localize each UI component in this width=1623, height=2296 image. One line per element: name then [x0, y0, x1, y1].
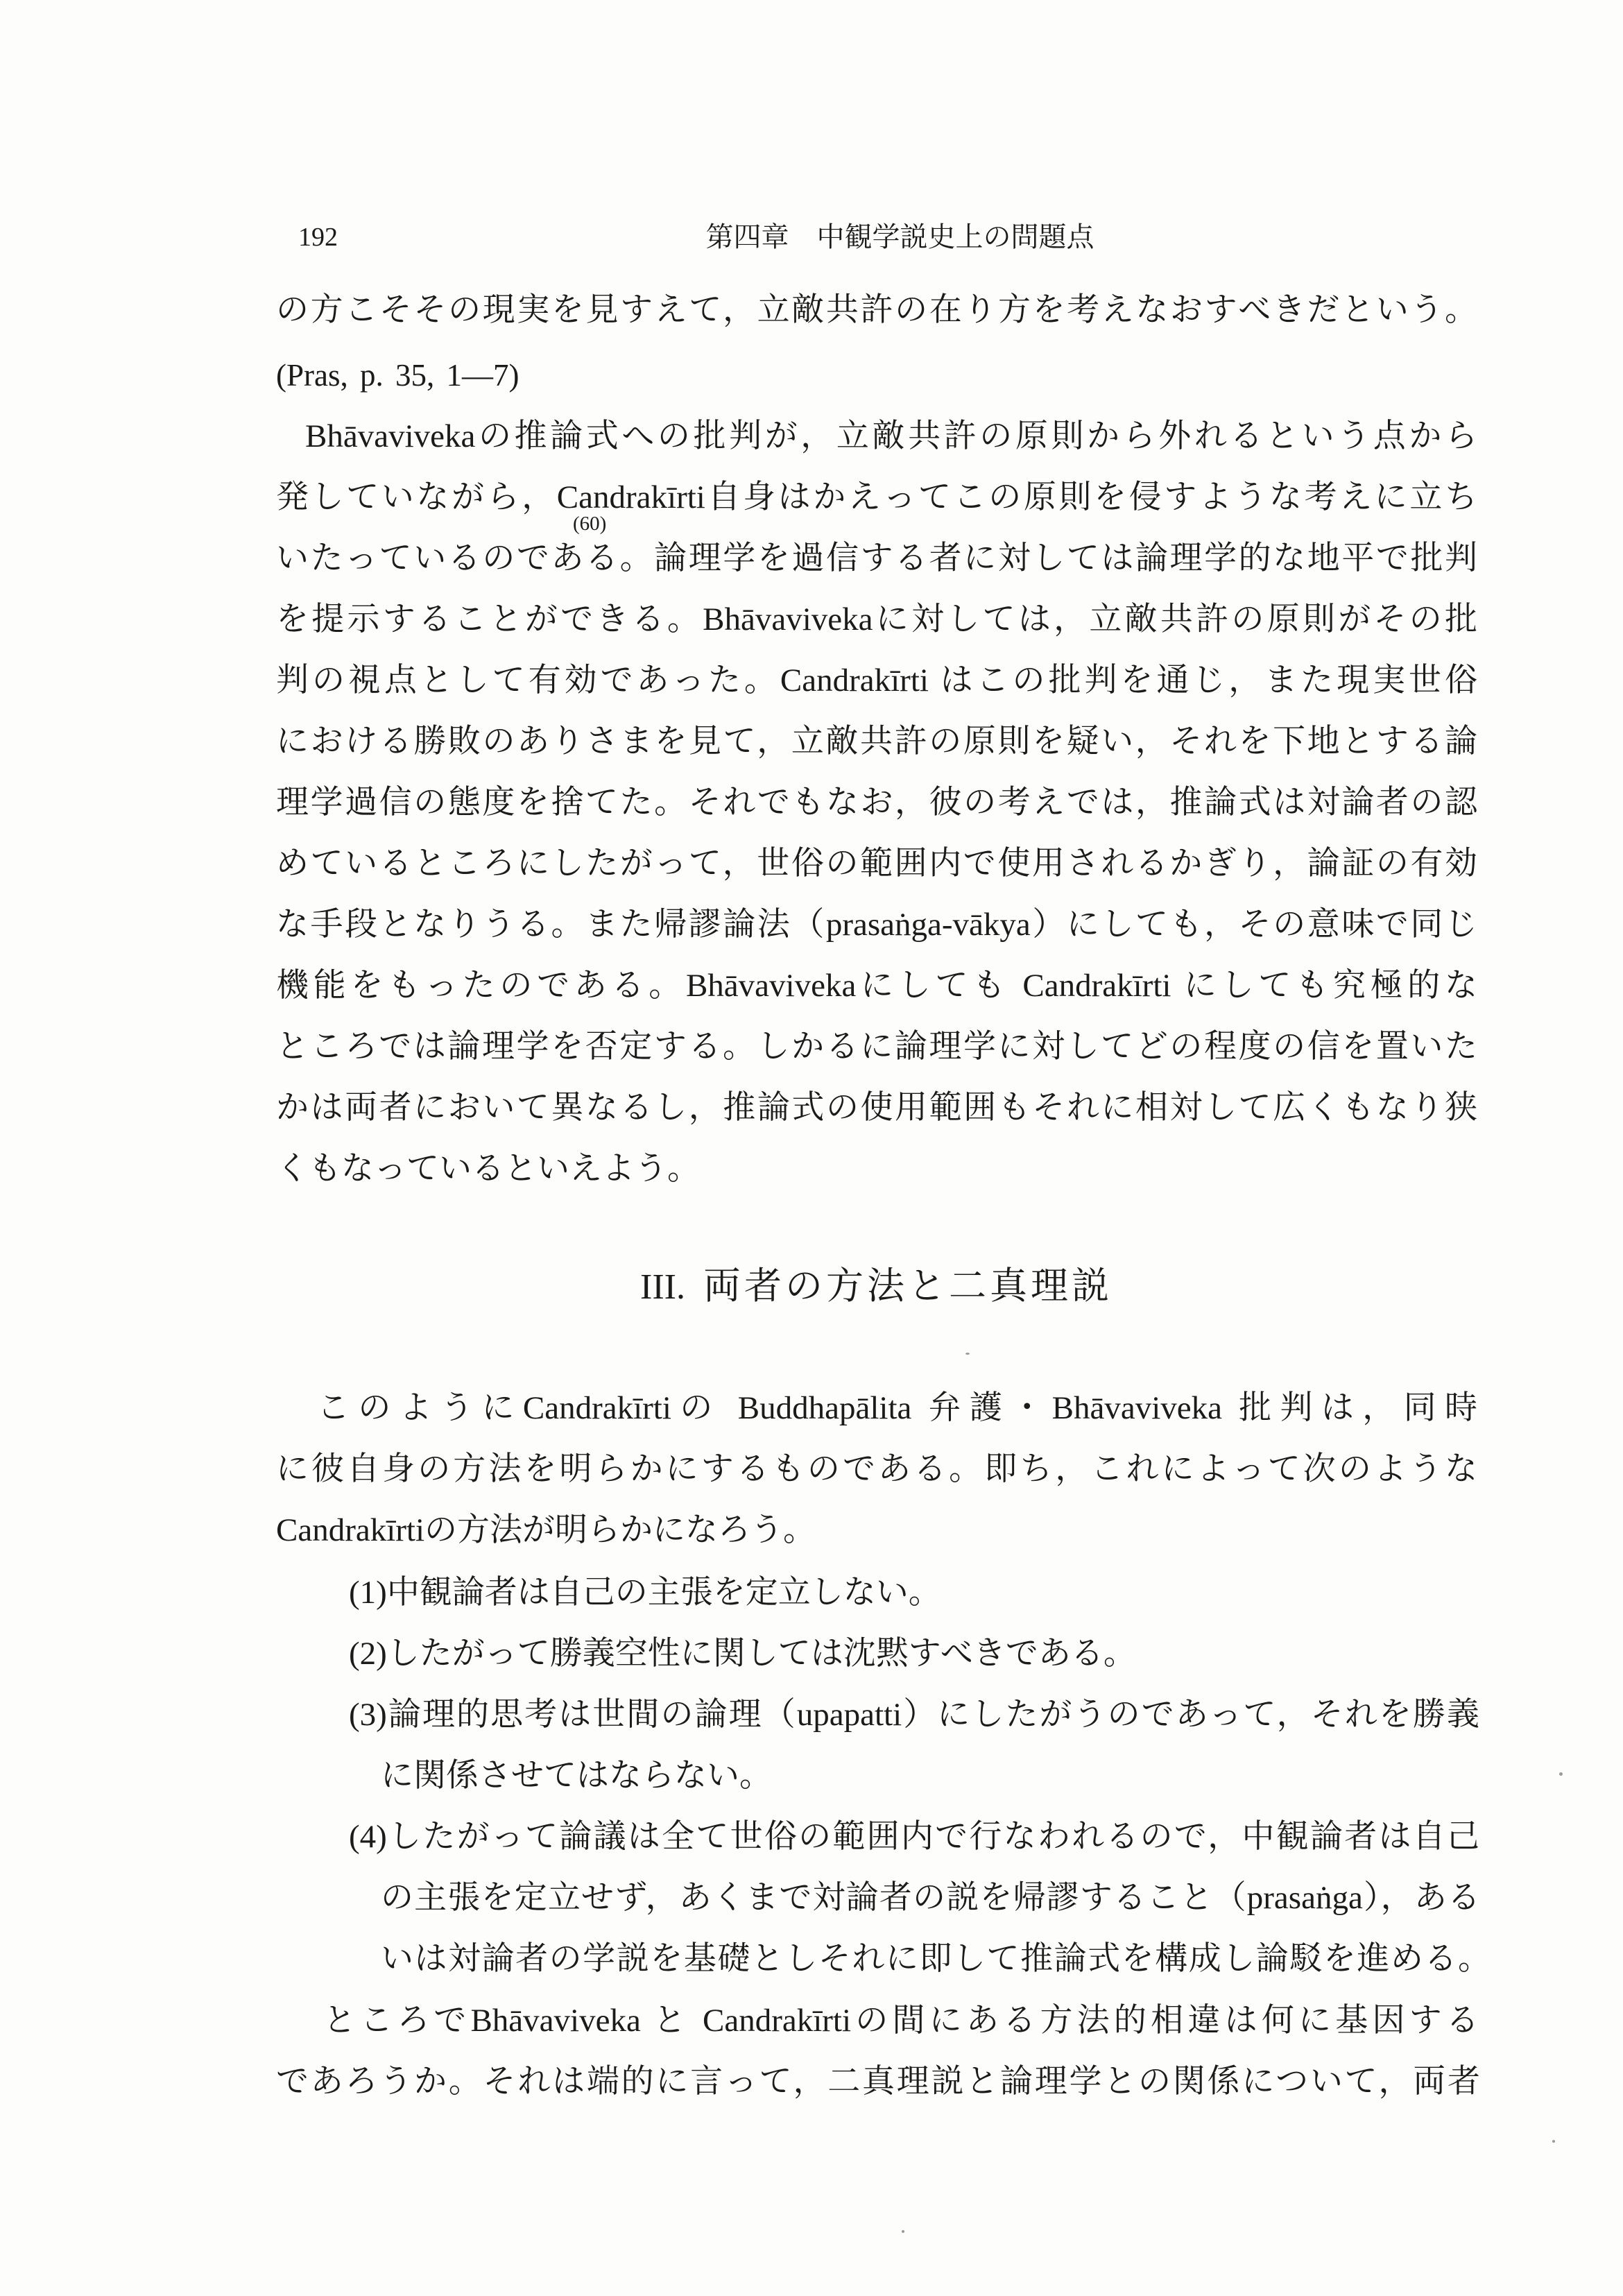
body-line: ところでは論理学を否定する。しかるに論理学に対してどの程度の信を置いた — [276, 1029, 1477, 1065]
list-item-text: 論理的思考は世間の論理（upapatti）にしたがうのであって，それを勝義 — [386, 1697, 1479, 1733]
body-line: ところでBhāvaviveka と Candrakīrtiの間にある方法的相違は何に基因する — [323, 2003, 1479, 2039]
body-line: であろうか。それは端的に言って，二真理説と論理学との関係について，両者 — [276, 2064, 1480, 2100]
scan-speck — [1552, 2140, 1555, 2143]
body-line: くもなっているといえよう。 — [276, 1151, 700, 1187]
list-item-text: したがって論議は全て世俗の範囲内で行なわれるので，中観論者は自己 — [386, 1819, 1479, 1855]
body-line: な手段となりうる。また帰謬論法（prasaṅga-vākya）にしても，その意味で同じ — [276, 907, 1477, 943]
body-line: に彼自身の方法を明らかにするものである。即ち，これによって次のような — [276, 1451, 1477, 1487]
body-line: における勝敗のありさまを見て，立敵共許の原則を疑い，それを下地とする論 — [276, 723, 1477, 760]
body-line: Candrakīrtiの方法が明らかになろう。 — [276, 1512, 816, 1548]
note-reference: (60) — [573, 513, 607, 535]
list-marker: (2) — [349, 1636, 387, 1672]
list-item-continuation: に関係させてはならない。 — [381, 1758, 772, 1794]
body-line: 発していながら，Candrakīrti自身はかえってこの原則を侵すような考えに立ち — [276, 479, 1477, 515]
citation: (Pras, p. 35, 1—7) — [276, 358, 519, 393]
body-line: Bhāvavivekaの推論式への批判が，立敵共許の原則から外れるという点から — [305, 418, 1477, 454]
body-line: かは両者において異なるし，推論式の使用範囲もそれに相対して広くもなり狭 — [276, 1090, 1477, 1126]
list-marker: (3) — [349, 1697, 387, 1733]
running-title: 第四章 中観学説史上の問題点 — [705, 221, 1094, 252]
scan-speck — [965, 1353, 970, 1355]
list-item — [349, 1684, 1479, 1745]
scan-speck — [902, 2230, 904, 2233]
list-item-text: 中観論者は自己の主張を定立しない。 — [386, 1575, 941, 1611]
list-item-text: したがって勝義空性に関しては沈黙すべきである。 — [386, 1636, 1136, 1672]
body-line: を提示することができる。Bhāvavivekaに対しては，立敵共許の原則がその批 — [276, 601, 1477, 637]
list-marker: (1) — [349, 1575, 387, 1611]
list-item — [349, 1623, 1477, 1684]
body-line: めているところにしたがって，世俗の範囲内で使用されるかぎり，論証の有効 — [276, 846, 1477, 882]
list-item-continuation: いは対論者の学説を基礎としそれに即して推論式を構成し論駁を進める。 — [381, 1941, 1491, 1977]
section-title: 両者の方法と二真理説 — [703, 1265, 1113, 1307]
body-line: 理学過信の態度を捨てた。それでもなお，彼の考えでは，推論式は対論者の認 — [276, 785, 1477, 821]
body-line: いたっているのである。論理学を過信する者に対しては論理学的な地平で批判 — [276, 540, 1477, 576]
scan-speck — [1559, 1772, 1563, 1776]
page-number: 192 — [298, 223, 338, 252]
body-line: 判の視点として有効であった。Candrakīrti はこの批判を通じ，また現実世俗 — [276, 662, 1477, 699]
section-heading — [640, 1256, 1113, 1317]
body-line: このようにCandrakīrtiの Buddhapālita 弁護・Bhāvaviveka 批判は，同時 — [317, 1390, 1477, 1426]
list-marker: (4) — [349, 1819, 387, 1855]
section-number: III. — [640, 1267, 685, 1307]
list-item — [349, 1562, 1477, 1623]
list-item — [349, 1806, 1479, 1867]
body-line: の方こそその現実を見すえて，立敵共許の在り方を考えなおすべきだという。 — [276, 292, 1477, 328]
body-line: 機能をもったのである。Bhāvavivekaにしても Candrakīrti にしても究極的な — [276, 968, 1477, 1004]
list-item-continuation: の主張を定立せず，あくまで対論者の説を帰謬すること（prasaṅga），ある — [381, 1880, 1480, 1916]
